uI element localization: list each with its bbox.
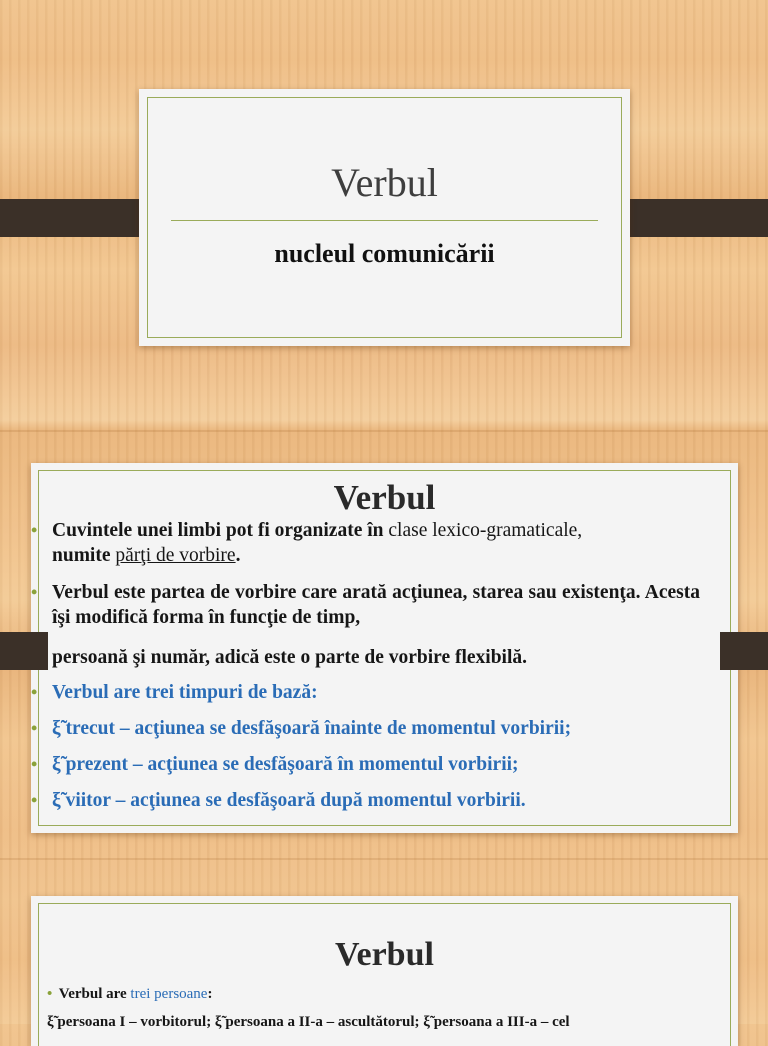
bullet-dot-icon: • [31, 718, 38, 738]
bullet-text: clase lexico-gramaticale, [388, 520, 583, 541]
bullet-text: : [207, 986, 213, 1002]
bullet-dot-icon: • [47, 986, 53, 1002]
bullet-dot-icon: • [31, 682, 38, 702]
bullet-text: ξ̃ viitor – acţiunea se desfăşoară după momentul vorbirii. [52, 790, 526, 811]
bullet-text: persoană şi număr, adică este o parte de vorbire flexibilă. [52, 647, 528, 668]
bullet-item [31, 752, 700, 777]
bullet-item [52, 645, 700, 670]
bullet-text: numite [52, 545, 111, 566]
bullet-item [31, 716, 700, 741]
title-divider [171, 220, 598, 221]
bullet-text: . [235, 545, 241, 566]
bullet-dot-icon: • [31, 754, 38, 774]
slide-frame [147, 97, 622, 338]
bullet-dot-icon: • [31, 582, 38, 602]
decor-band-right [612, 199, 768, 237]
decor-band-right [720, 632, 768, 670]
bullet-item [31, 518, 700, 568]
slide-subtitle: nucleul comunicării [274, 239, 495, 268]
bullet-text: ξ̃ persoana I – vorbitorul; ξ̃ persoana a II-a – ascultătorul; ξ̃ persoana a III-a – cel [47, 1014, 570, 1030]
bullet-text: trei persoane [130, 986, 208, 1002]
slide-title: Verbul [331, 160, 438, 205]
content-slide-tenses [31, 463, 738, 833]
bullet-dot-icon: • [31, 520, 38, 540]
bullet-text: Verbul are trei timpuri de bază: [52, 682, 318, 703]
bullet-dot-icon: • [31, 790, 38, 810]
bullet-text: Cuvintele unei limbi pot fi organizate în [52, 520, 384, 541]
bullet-item [47, 1014, 570, 1031]
wood-seam [0, 430, 768, 432]
bullet-item [31, 580, 700, 630]
bullet-text: Verbul are [58, 986, 127, 1002]
bullet-item [31, 788, 700, 813]
bullet-text: ξ̃ prezent – acţiunea se desfăşoară în momentul vorbirii; [52, 754, 519, 775]
decor-band-left [0, 199, 156, 237]
decor-band-left [0, 632, 48, 670]
bullet-item [47, 986, 212, 1003]
bullet-text: ξ̃ trecut – acţiunea se desfăşoară înainte de momentul vorbirii; [52, 718, 572, 739]
title-slide [139, 89, 630, 346]
underlined-term: părţi de vorbire [115, 545, 236, 566]
wood-seam [0, 858, 768, 860]
slide-title: Verbul [335, 936, 434, 973]
slide-title: Verbul [333, 478, 436, 517]
bullet-text: Verbul este partea de vorbire care arată acţiunea, starea sau existenţa. Acesta îşi modifică forma în funcţie de timp, [52, 582, 700, 628]
bullet-item [31, 680, 700, 705]
